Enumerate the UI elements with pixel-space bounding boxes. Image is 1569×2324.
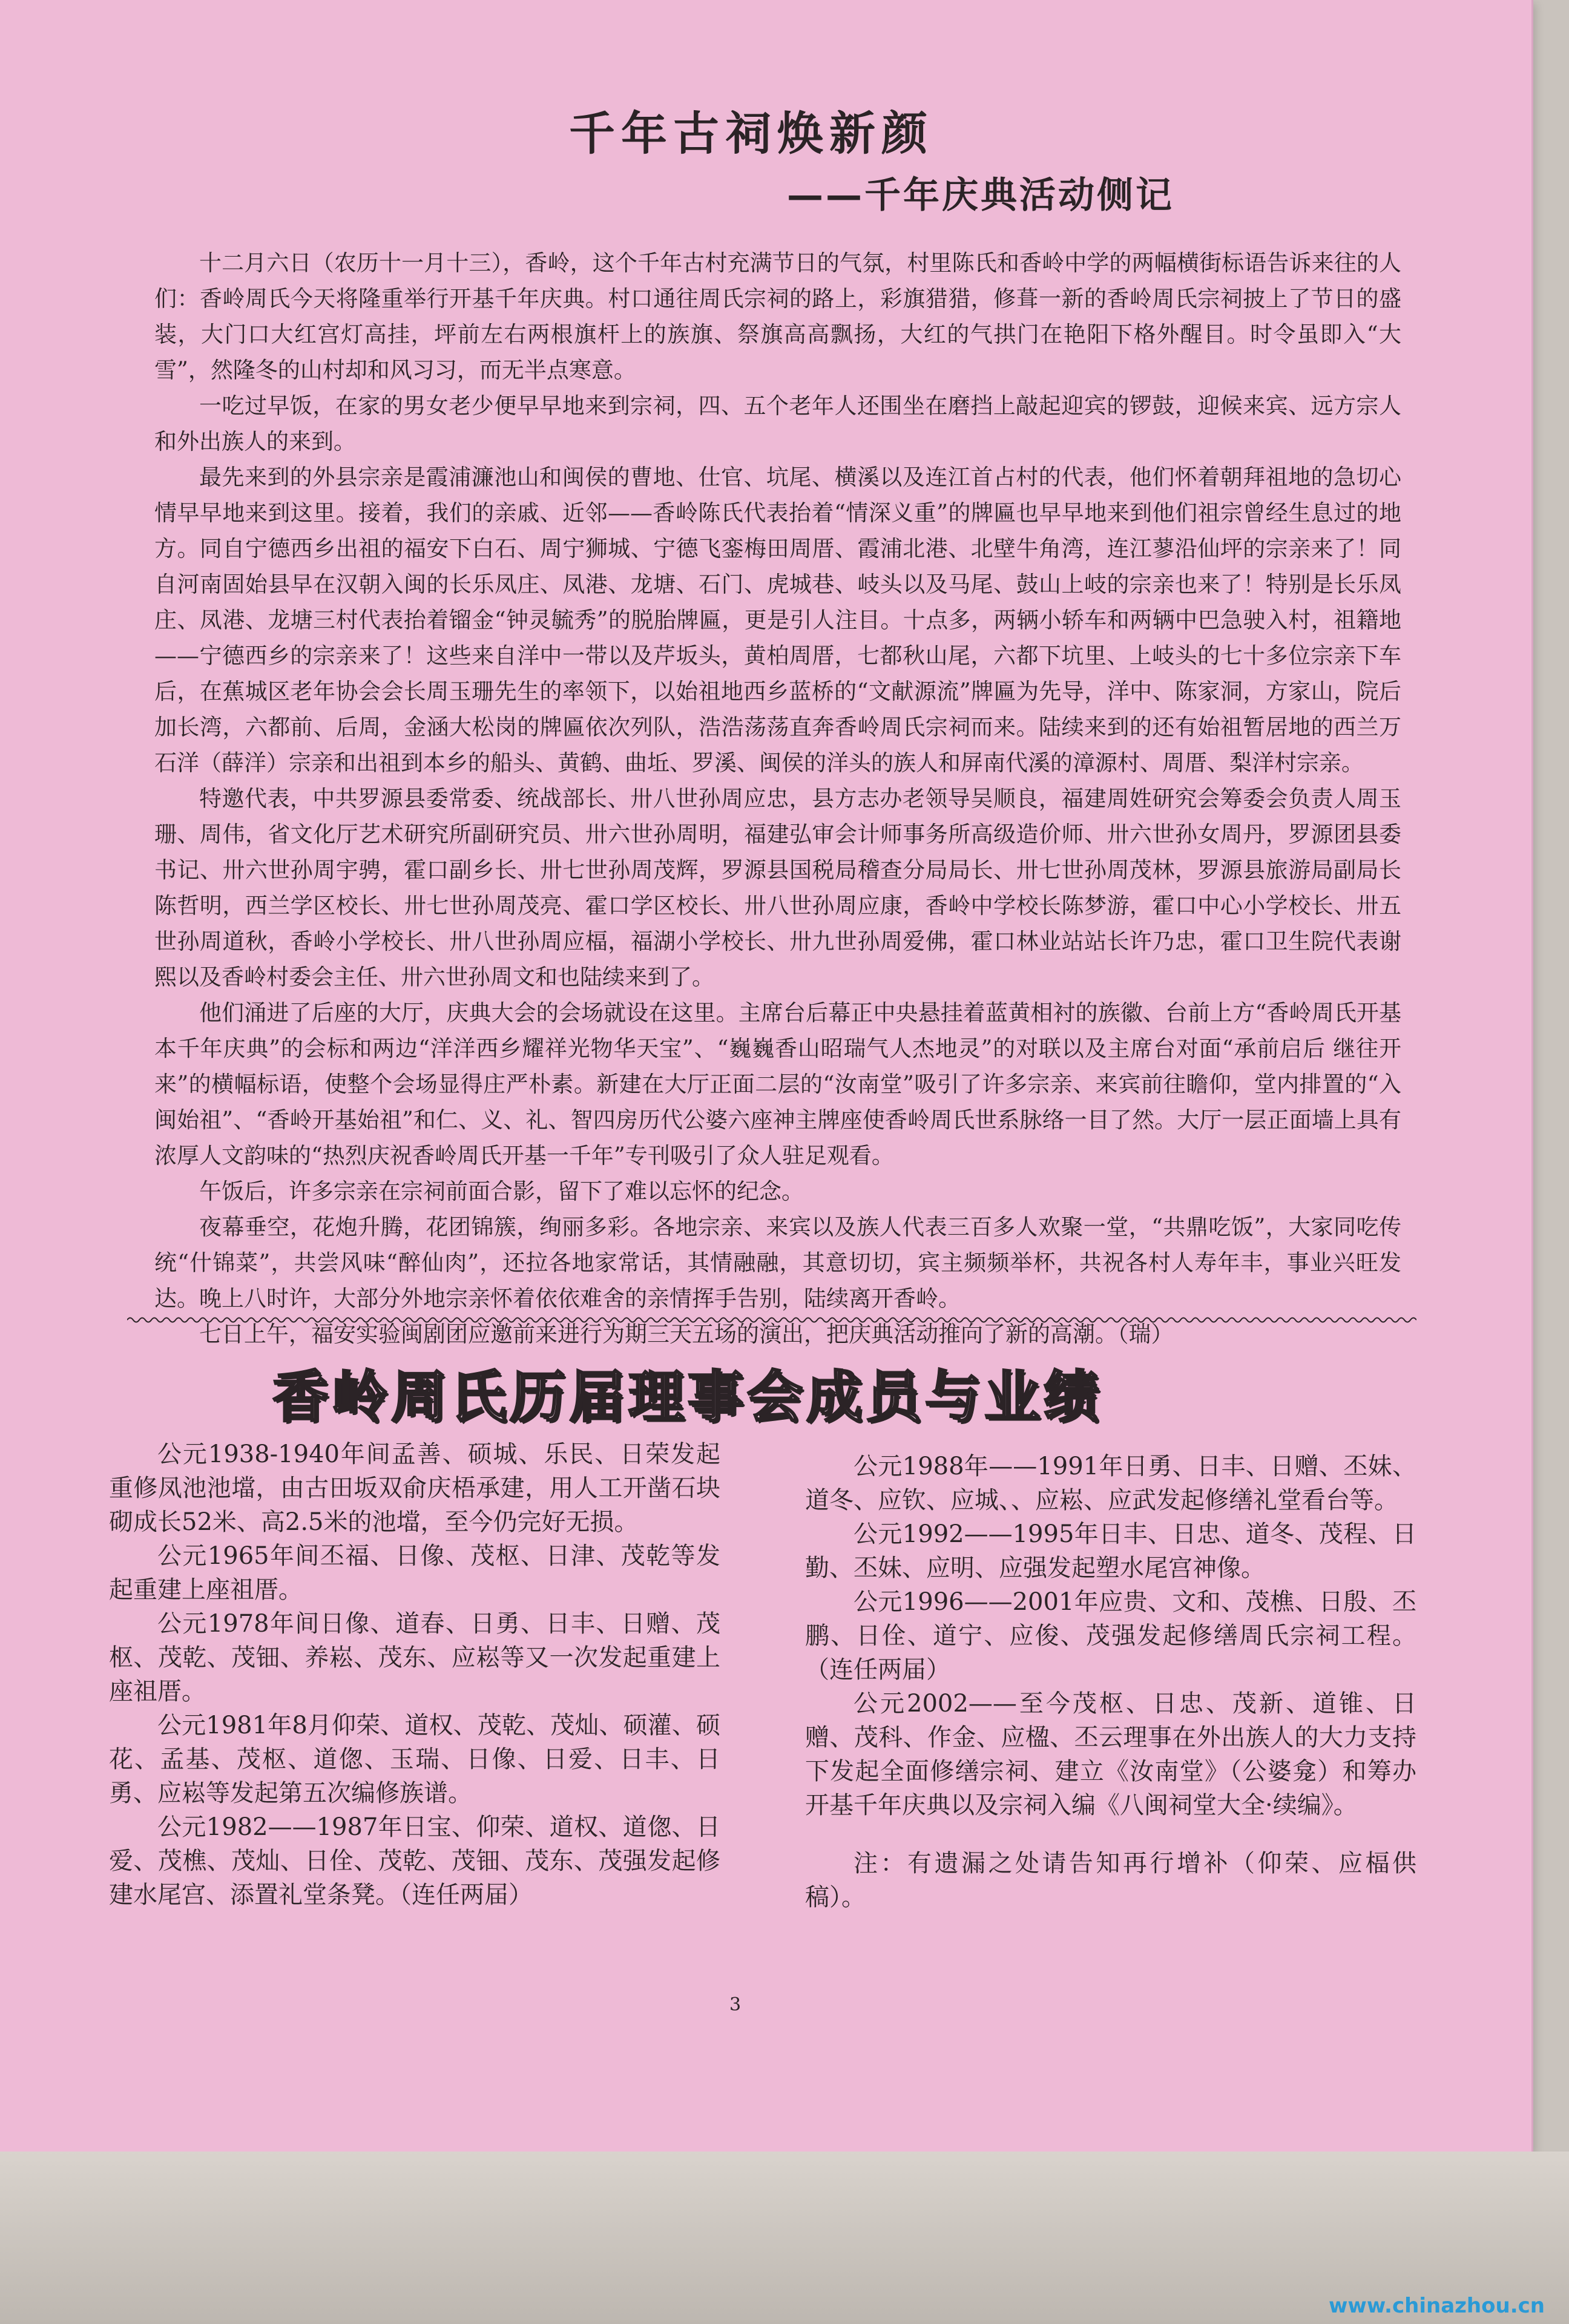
article-body (154, 245, 1401, 1352)
article-subtitle: ——千年庆典活动侧记 (787, 174, 1174, 217)
paragraph: 一吃过早饭，在家的男女老少便早早地来到宗祠，四、五个老年人还围坐在磨挡上敲起迎宾的锣鼓，迎候来宾、远方宗人和外出族人的来到。 (154, 393, 1401, 455)
footnote: 注：有遗漏之处请告知再行增补（仰荣、应楅供稿）。 (805, 1850, 1416, 1911)
wavy-divider (127, 1315, 1416, 1325)
paragraph: 十二月六日（农历十一月十三），香岭，这个千年古村充满节日的气氛，村里陈氏和香岭中学的两幅横街标语告诉来往的人们：香岭周氏今天将隆重举行开基千年庆典。村口通往周氏宗祠的路上，彩旗猎猎，修葺一新的香岭周氏宗祠披上了节日的盛装，大门口大红宫灯高挂，坪前左右两根旗杆上的族旗、祭旗高高飘扬，大红的气拱门在艳阳下格外醒目。时令虽即入“大雪”，然隆冬的山村却和风习习，而无半点寒意。 (154, 250, 1401, 383)
paragraph: 他们涌进了后座的大厅，庆典大会的会场就设在这里。主席台后幕正中央悬挂着蓝黄相衬的族徽、台前上方“香岭周氏开基本千年庆典”的会标和两边“洋洋西乡耀祥光物华天宝”、“巍巍香山昭瑞气人杰地灵”的对联以及主席台对面“承前启后 继往开来”的横幅标语，使整个会场显得庄严朴素。新建在大厅正面二层的“汝南堂”吸引了许多宗亲、来宾前往瞻仰，堂内排置的“入闽始祖”、“香岭开基始祖”和仁、义、礼、智四房历代公婆六座神主牌座使香岭周氏世系脉络一目了然。大厅一层正面墙上具有浓厚人文韵味的“热烈庆祝香岭周氏开基一千年”专刊吸引了众人驻足观看。 (154, 1000, 1401, 1169)
paragraph: 特邀代表，中共罗源县委常委、统战部长、卅八世孙周应忠，县方志办老领导吴顺良，福建周姓研究会筹委会负责人周玉珊、周伟，省文化厅艺术研究所副研究员、卅六世孙周明，福建弘审会计师事务所高级造价师、卅六世孙女周丹，罗源团县委书记、卅六世孙周宇骋，霍口副乡长、卅七世孙周茂辉，罗源县国税局稽查分局局长、卅七世孙周茂林，罗源县旅游局副局长陈哲明，西兰学区校长、卅七世孙周茂亮、霍口学区校长、卅八世孙周应康，香岭中学校长陈梦游，霍口中心小学校长、卅五世孙周道秋，香岭小学校长、卅八世孙周应楅，福湖小学校长、卅九世孙周爱佛，霍口林业站站长许乃忠，霍口卫生院代表谢熙以及香岭村委会主任、卅六世孙周文和也陆续来到了。 (154, 786, 1401, 990)
record-paragraph: 公元1992——1995年日丰、日忠、道冬、茂程、日勤、丕妹、应明、应强发起塑水尾宫神像。 (805, 1520, 1416, 1582)
article-title: 千年古祠焕新颜 (569, 107, 933, 160)
paragraph: 夜幕垂空，花炮升腾，花团锦簇，绚丽多彩。各地宗亲、来宾以及族人代表三百多人欢聚一堂，“共鼎吃饭”，大家同吃传统“什锦菜”，共尝风味“醉仙肉”，还拉各地家常话，其情融融，其意切切，宾主频频举杯，共祝各村人寿年丰，事业兴旺发达。晚上八时许，大部分外地宗亲怀着依依难舍的亲情挥手告别，陆续离开香岭。 (154, 1214, 1401, 1311)
record-paragraph: 公元2002——至今茂枢、日忠、茂新、道锥、日赠、茂科、作金、应楹、丕云理事在外出族人的大力支持下发起全面修缮宗祠、建立《汝南堂》（公婆龛）和筹办开基千年庆典以及宗祠入编《八闽祠堂大全·续编》。 (805, 1690, 1416, 1819)
paragraph: 七日上午，福安实验闽剧团应邀前来进行为期三天五场的演出，把庆典活动推向了新的高潮。（瑞） (199, 1321, 1174, 1347)
watermark: www.chinazhou.cn (1329, 2294, 1545, 2318)
record-paragraph: 公元1982——1987年日宝、仰荣、道权、道偬、日爱、茂樵、茂灿、日佺、茂乾、茂钿、茂东、茂强发起修建水尾宫、添置礼堂条凳。（连任两届） (109, 1813, 720, 1909)
page-number: 3 (729, 1994, 742, 2015)
left-column (109, 1437, 720, 1912)
section-title: 香岭周氏历届理事会成员与业绩 (272, 1365, 1104, 1430)
paragraph: 午饭后，许多宗亲在宗祠前面合影，留下了难以忘怀的纪念。 (199, 1178, 804, 1204)
record-paragraph: 公元1988年——1991年日勇、日丰、日赠、丕妹、道冬、应钦、应城、、应崧、应武发起修缮礼堂看台等。 (805, 1452, 1416, 1514)
record-paragraph: 公元1965年间丕福、日像、茂枢、日津、茂乾等发起重建上座祖厝。 (109, 1542, 720, 1604)
paragraph: 最先来到的外县宗亲是霞浦濂池山和闽侯的曹地、仕官、坑尾、横溪以及连江首占村的代表，他们怀着朝拜祖地的急切心情早早地来到这里。接着，我们的亲戚、近邻——香岭陈氏代表抬着“情深义重”的牌匾也早早地来到他们祖宗曾经生息过的地方。同自宁德西乡出祖的福安下白石、周宁狮城、宁德飞銮梅田周厝、霞浦北港、北壁牛角湾，连江蓼沿仙坪的宗亲来了！同自河南固始县早在汉朝入闽的长乐凤庄、凤港、龙塘、石门、虎城巷、岐头以及马尾、鼓山上岐的宗亲也来了！特别是长乐凤庄、凤港、龙塘三村代表抬着镏金“钟灵毓秀”的脱胎牌匾，更是引人注目。十点多，两辆小轿车和两辆中巴急驶入村，祖籍地——宁德西乡的宗亲来了！这些来自洋中一带以及芹坂头，黄柏周厝，七都秋山尾，六都下坑里、上岐头的七十多位宗亲下车后，在蕉城区老年协会会长周玉珊先生的率领下，以始祖地西乡蓝桥的“文献源流”牌匾为先导，洋中、陈家洞，方家山，院后加长湾，六都前、后周，金涵大松岗的牌匾依次列队，浩浩荡荡直奔香岭周氏宗祠而来。陆续来到的还有始祖暂居地的西兰万石洋（薛洋）宗亲和出祖到本乡的船头、黄鹤、曲坵、罗溪、闽侯的洋头的族人和屏南代溪的漳源村、周厝、梨洋村宗亲。 (154, 464, 1401, 776)
right-column (805, 1449, 1416, 1914)
record-paragraph: 公元1978年间日像、道春、日勇、日丰、日赠、茂枢、茂乾、茂钿、养崧、茂东、应崧等又一次发起重建上座祖厝。 (109, 1610, 720, 1705)
record-paragraph: 公元1996——2001年应贵、文和、茂樵、日殷、丕鹏、日佺、道宁、应俊、茂强发起修缮周氏宗祠工程。（连任两届） (805, 1588, 1416, 1684)
record-paragraph: 公元1981年8月仰荣、道权、茂乾、茂灿、硕灌、硕花、孟基、茂枢、道偬、玉瑞、日像、日爱、日丰、日勇、应崧等发起第五次编修族谱。 (109, 1712, 720, 1807)
record-paragraph: 公元1938-1940年间孟善、硕城、乐民、日荣发起重修凤池池壋，由古田坂双俞庆梧承建，用人工开凿石块砌成长52米、高2.5米的池壋，至今仍完好无损。 (109, 1440, 720, 1536)
